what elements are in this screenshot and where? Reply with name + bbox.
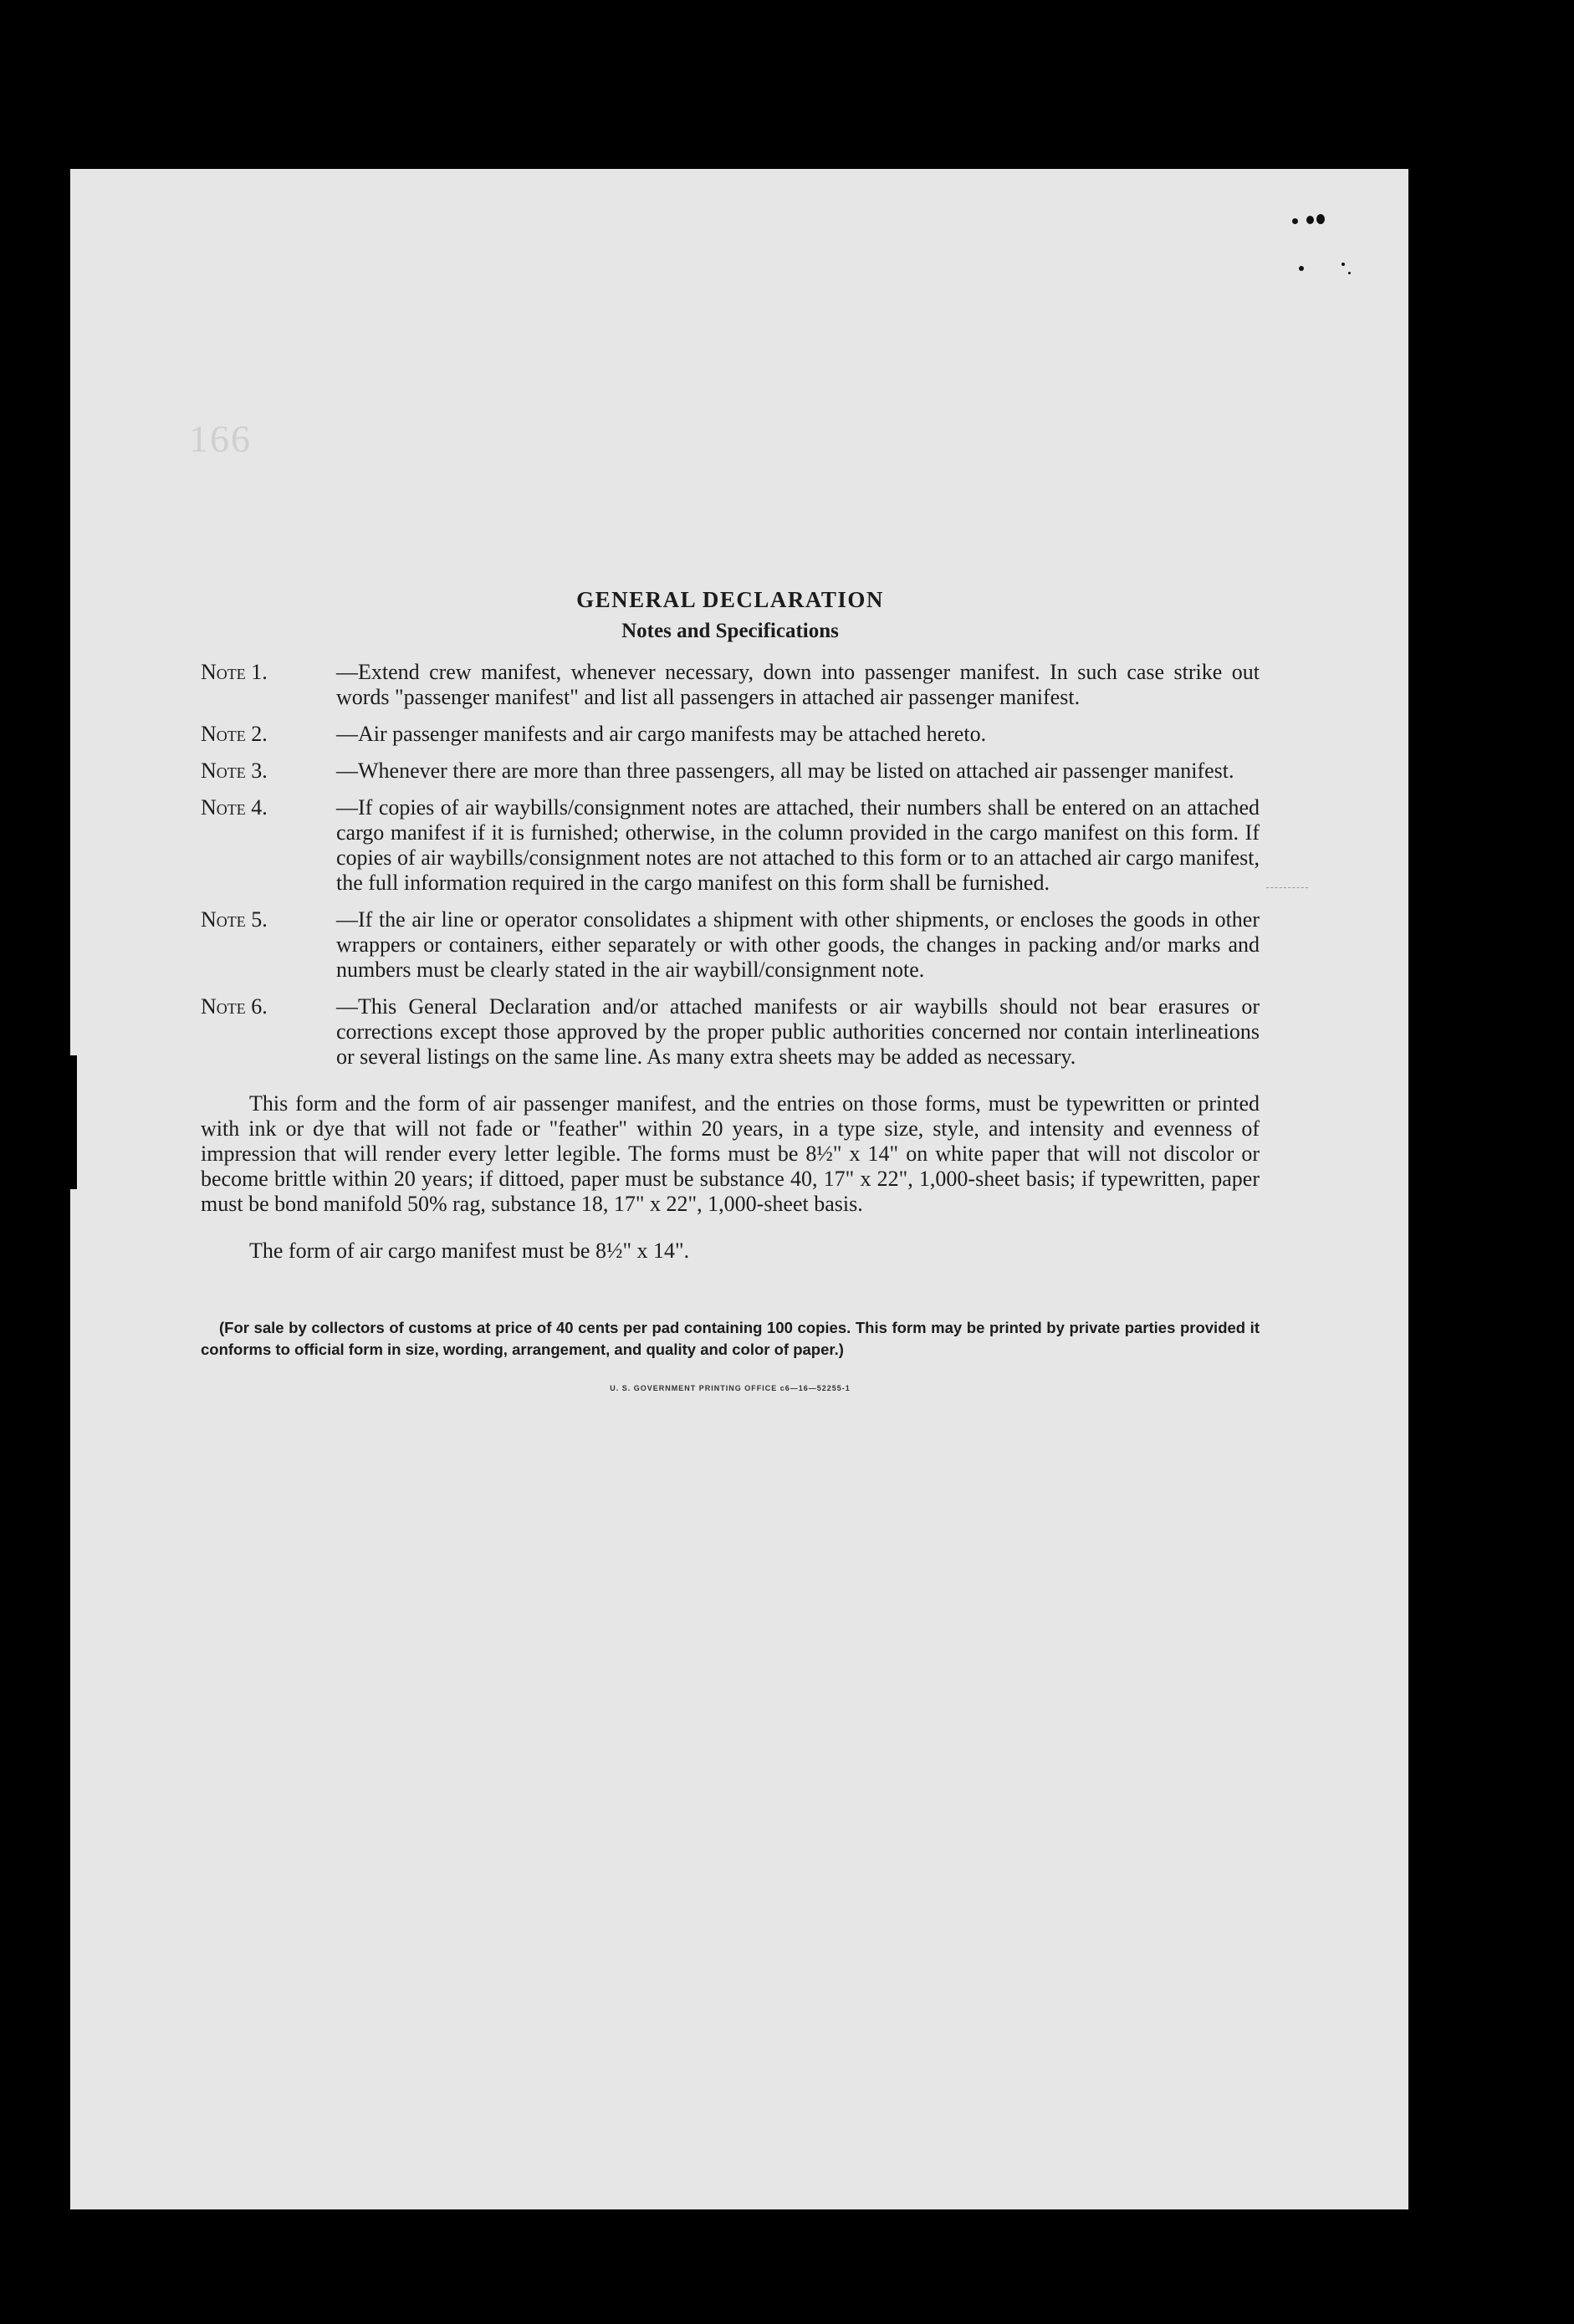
note-label: Note 3. (201, 758, 268, 783)
page-edge-notch (65, 1055, 77, 1189)
ink-speck (1316, 214, 1325, 224)
ink-speck (1348, 272, 1351, 274)
note-text: —If copies of air waybills/consignment notes are attached, their numbers shall be entered on an attached cargo manifest if it is furnished; otherwise, in the column provided in the cargo manifest on this form. If copies of air waybills/consignment notes are not attached to this form or to an attached air cargo manifest, the full information required in the cargo manifest on this form shall be furnished. (336, 795, 1260, 895)
document-title: GENERAL DECLARATION (576, 587, 884, 612)
document-content (201, 587, 1260, 1392)
ink-speck (1292, 218, 1298, 224)
note-text: —If the air line or operator consolidates a shipment with other shipments, or encloses the goods in other wrappers or containers, either separately or with other goods, the changes in packing and/or marks and numbers must be clearly stated in the air waybill/consignment note. (336, 907, 1260, 982)
note-1 (201, 660, 1260, 710)
note-text: —Extend crew manifest, whenever necessary, down into passenger manifest. In such case strike out words "passenger manifest" and list all passengers in attached air passenger manifest. (336, 660, 1260, 709)
note-text: —Whenever there are more than three passengers, all may be listed on attached air passenger manifest. (336, 758, 1234, 783)
cargo-manifest-size-paragraph: The form of air cargo manifest must be 8½" x 14". (249, 1239, 690, 1263)
note-label: Note 2. (201, 722, 268, 746)
form-requirements-paragraph: This form and the form of air passenger manifest, and the entries on those forms, must be typewritten or printed with ink or dye that will not fade or "feather" within 20 years, in a type size, style, and intensity and evenness of impression that will render every letter legible. The forms must be 8½" x 14" on white paper that will not discolor or become brittle within 20 years; if dittoed, paper must be substance 40, 17" x 22", 1,000-sheet basis; if typewritten, paper must be bond manifold 50% rag, substance 18, 17" x 22", 1,000-sheet basis. (201, 1091, 1260, 1216)
note-label: Note 5. (201, 907, 268, 932)
note-label: Note 6. (201, 994, 268, 1019)
note-label: Note 1. (201, 660, 268, 684)
margin-dash-line (1266, 887, 1308, 888)
note-3 (201, 758, 1260, 784)
ink-speck (1299, 266, 1304, 271)
ink-speck (1306, 216, 1314, 224)
note-text: —This General Declaration and/or attached manifests or air waybills should not bear erasures or corrections except those approved by the proper public authorities concerned nor contain interlineations or several listings on the same line. As many extra sheets may be added as necessary. (336, 994, 1260, 1069)
note-text: —Air passenger manifests and air cargo manifests may be attached hereto. (336, 722, 987, 746)
note-5 (201, 907, 1260, 983)
sale-notice: (For sale by collectors of customs at price of 40 cents per pad containing 100 copies. This form may be printed by private parties provided it conforms to official form in size, wording, arrangement, and quality and color of paper.) (201, 1319, 1260, 1358)
note-label: Note 4. (201, 795, 268, 820)
note-2 (201, 722, 1260, 747)
note-6 (201, 994, 1260, 1070)
note-4 (201, 795, 1260, 896)
printing-office-imprint: U. S. GOVERNMENT PRINTING OFFICE c6—16—52255-1 (610, 1384, 851, 1392)
page-stamp-number: 166 (189, 417, 252, 460)
ink-speck (1341, 263, 1345, 266)
document-subtitle: Notes and Specifications (621, 620, 839, 642)
